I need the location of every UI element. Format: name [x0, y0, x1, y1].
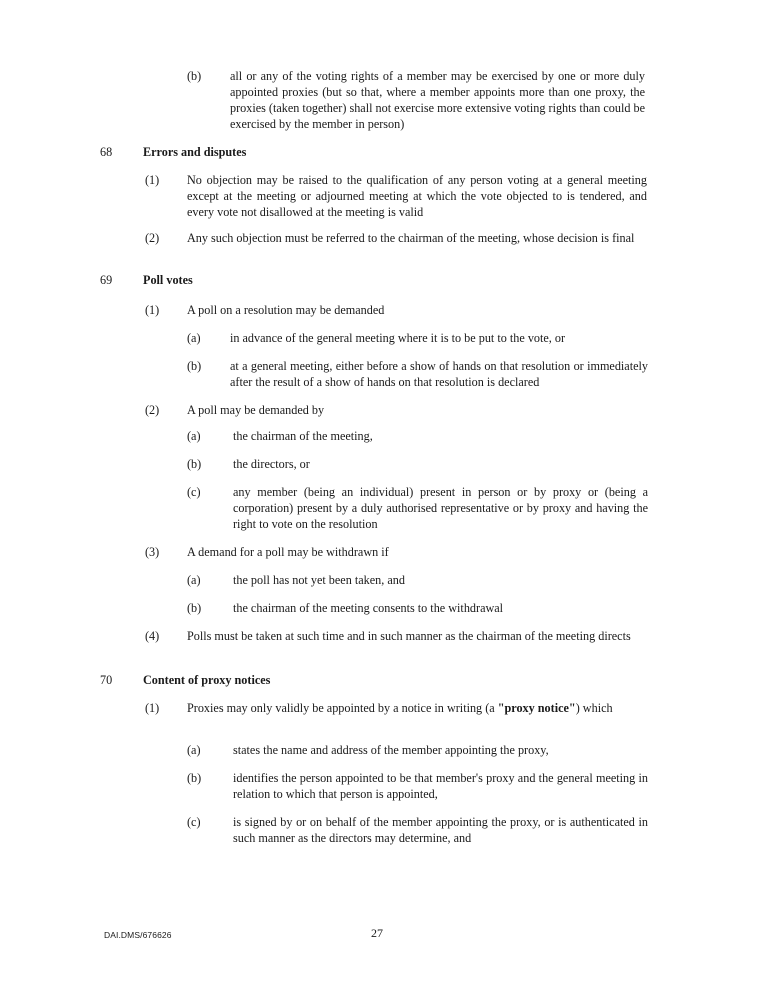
item-text: the chairman of the meeting, — [233, 429, 373, 443]
page-number: 27 — [371, 926, 383, 940]
item-label: (c) — [187, 485, 201, 499]
item-label: (a) — [187, 573, 201, 587]
item-text: the poll has not yet been taken, and — [233, 573, 405, 587]
item-text: is signed by or on behalf of the member appointing the proxy, or is authenticated in such manner as the directors may determine, and — [233, 815, 648, 845]
item-label: (b) — [187, 771, 202, 785]
item-text: any member (being an individual) present in person or by proxy or (being a corporation) present by a duly authorised representative or by proxy and having the right to vote on the resolution — [233, 485, 648, 531]
paragraph-text-part: ) which — [575, 701, 613, 715]
item-label: (b) — [187, 457, 202, 471]
item-label: (c) — [187, 815, 201, 829]
item-text: the directors, or — [233, 457, 310, 471]
paragraph-text-part: Proxies may only validly be appointed by a notice in writing (a — [187, 701, 498, 715]
item-text: all or any of the voting rights of a member may be exercised by one or more duly appointed proxies (but so that, where a member appoints more than one proxy, the proxies (taken together) shall not exercise more extensive voting rights than could be exercised by the member in person) — [230, 69, 645, 131]
item-label: (a) — [187, 331, 201, 345]
paragraph-label: (2) — [145, 231, 160, 245]
section-heading: Content of proxy notices — [143, 673, 271, 687]
paragraph-text: Polls must be taken at such time and in such manner as the chairman of the meeting directs — [187, 629, 631, 643]
paragraph-label: (2) — [145, 403, 160, 417]
item-text: identifies the person appointed to be that member's proxy and the general meeting in relation to which that person is appointed, — [233, 771, 648, 801]
paragraph-label: (1) — [145, 303, 160, 317]
item-label: (b) — [187, 601, 202, 615]
item-label: (a) — [187, 743, 201, 757]
paragraph-text: Any such objection must be referred to the chairman of the meeting, whose decision is final — [187, 231, 635, 245]
defined-term: "proxy notice" — [497, 701, 576, 715]
paragraph-text: A poll may be demanded by — [187, 403, 325, 417]
paragraph-label: (4) — [145, 629, 160, 643]
paragraph-text: A poll on a resolution may be demanded — [187, 303, 385, 317]
item-label: (b) — [187, 69, 202, 83]
paragraph-label: (1) — [145, 173, 160, 187]
item-text: in advance of the general meeting where it is to be put to the vote, or — [230, 331, 566, 345]
section-heading: Errors and disputes — [143, 145, 247, 159]
paragraph-label: (3) — [145, 545, 160, 559]
item-label: (a) — [187, 429, 201, 443]
item-text: states the name and address of the member appointing the proxy, — [233, 743, 549, 757]
section-number: 70 — [100, 673, 113, 687]
item-text: at a general meeting, either before a show of hands on that resolution or immediately after the result of a show of hands on that resolution is declared — [230, 359, 648, 389]
paragraph-text: No objection may be raised to the qualification of any person voting at a general meeting except at the meeting or adjourned meeting at which the vote objected to is tendered, and every vote not disallowed at the meeting is valid — [187, 173, 647, 219]
section-number: 69 — [100, 273, 113, 287]
paragraph-text — [187, 700, 647, 716]
section-heading: Poll votes — [143, 273, 193, 287]
document-reference: DAI.DMS/676626 — [104, 930, 172, 940]
paragraph-label: (1) — [145, 701, 160, 715]
item-text: the chairman of the meeting consents to the withdrawal — [233, 601, 504, 615]
section-number: 68 — [100, 145, 113, 159]
paragraph-text: A demand for a poll may be withdrawn if — [187, 545, 389, 559]
item-label: (b) — [187, 359, 202, 373]
